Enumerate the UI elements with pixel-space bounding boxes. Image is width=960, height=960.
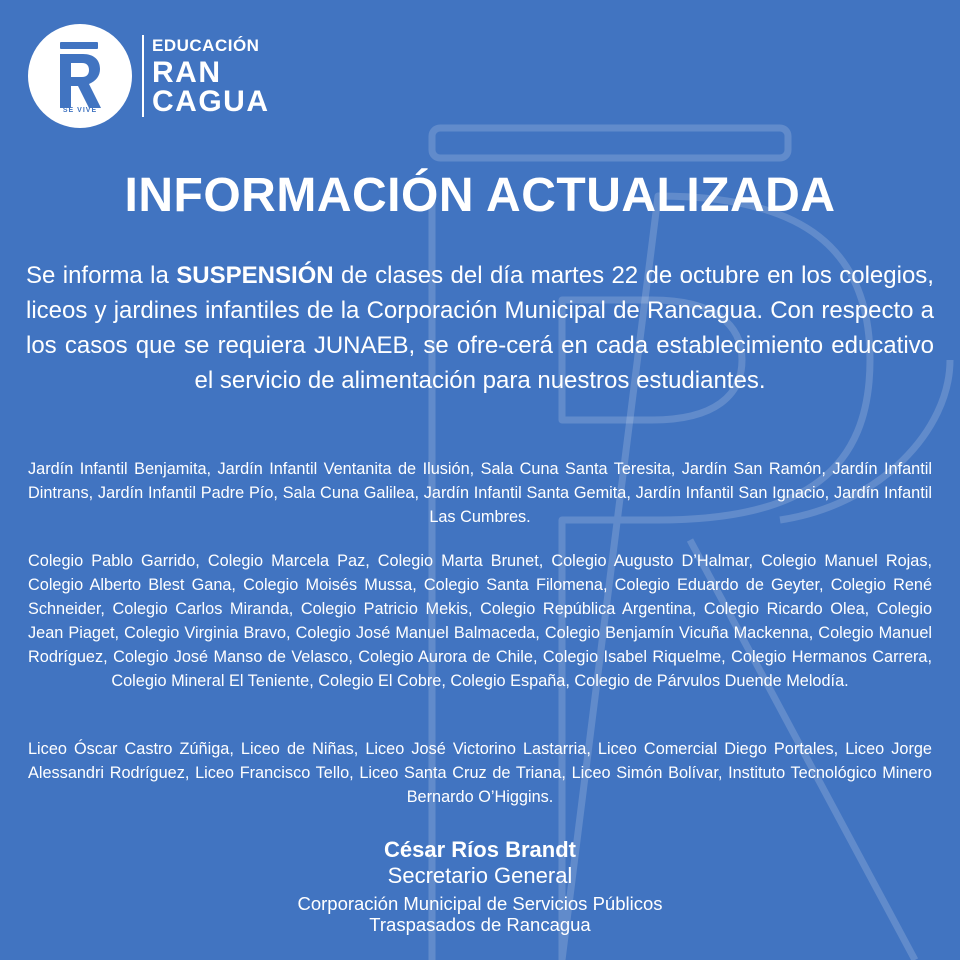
- jardines-list: Jardín Infantil Benjamita, Jardín Infantil Ventanita de Ilusión, Sala Cuna Santa Teresita, Jardín San Ramón, Jardín Infantil Dintrans, Jardín Infantil Padre Pío, Sala Cuna Galilea, Jardín Infantil Santa Gemita, Jardín Infantil San Ignacio, Jardín Infantil Las Cumbres.: [28, 460, 932, 526]
- brand-top: EDUCACIÓN: [152, 35, 260, 55]
- intro-after: de clases del día martes 22 de octubre en los colegios, liceos y jardines infantiles de la Corporación Municipal de Rancagua. Con respecto a los casos que se requiera JUNAEB, se ofre-cerá en cada establecimiento educativo el servicio de alimentación para nuestros estudiantes.: [26, 262, 934, 394]
- brand-wordmark: [152, 37, 270, 116]
- signatory-name: César Ríos Brandt: [384, 837, 576, 862]
- page-title: INFORMACIÓN ACTUALIZADA: [124, 169, 836, 222]
- colegios-list: Colegio Pablo Garrido, Colegio Marcela Paz, Colegio Marta Brunet, Colegio Augusto D’Halmar, Colegio Manuel Rojas, Colegio Alberto Blest Gana, Colegio Moisés Mussa, Colegio Santa Filomena, Colegio Eduardo de Geyter, Colegio René Schneider, Colegio Carlos Miranda, Colegio Patricio Mekis, Colegio República Argentina, Colegio Ricardo Olea, Colegio Jean Piaget, Colegio Virginia Bravo, Colegio José Manuel Balmaceda, Colegio Benjamín Vicuña Mackenna, Colegio Manuel Rodríguez, Colegio José Manso de Velasco, Colegio Aurora de Chile, Colegio Isabel Riquelme, Colegio Hermanos Carrera, Colegio Mineral El Teniente, Colegio El Cobre, Colegio España, Colegio de Párvulos Duende Melodía.: [28, 552, 932, 690]
- logo-tagline: SE VIVE: [62, 107, 98, 114]
- organization-line-1: Corporación Municipal de Servicios Públicos: [297, 893, 663, 914]
- logo-r-icon: [58, 40, 102, 112]
- logo-divider: [142, 35, 144, 117]
- header: [28, 24, 270, 128]
- intro-before: Se informa la: [26, 262, 177, 289]
- brand-line-1: RAN: [152, 55, 222, 89]
- brand-line-2: CAGUA: [152, 84, 270, 118]
- liceos-list: Liceo Óscar Castro Zúñiga, Liceo de Niñas, Liceo José Victorino Lastarria, Liceo Comercial Diego Portales, Liceo Jorge Alessandri Rodríguez, Liceo Francisco Tello, Liceo Santa Cruz de Triana, Liceo Simón Bolívar, Instituto Tecnológico Minero Bernardo O’Higgins.: [28, 740, 932, 806]
- intro-paragraph: [26, 258, 934, 398]
- organization-line-2: Traspasados de Rancagua: [369, 914, 591, 935]
- signature-block: [0, 837, 960, 935]
- intro-highlight: SUSPENSIÓN: [176, 262, 334, 289]
- signatory-role: Secretario General: [387, 863, 573, 888]
- logo: [28, 24, 132, 128]
